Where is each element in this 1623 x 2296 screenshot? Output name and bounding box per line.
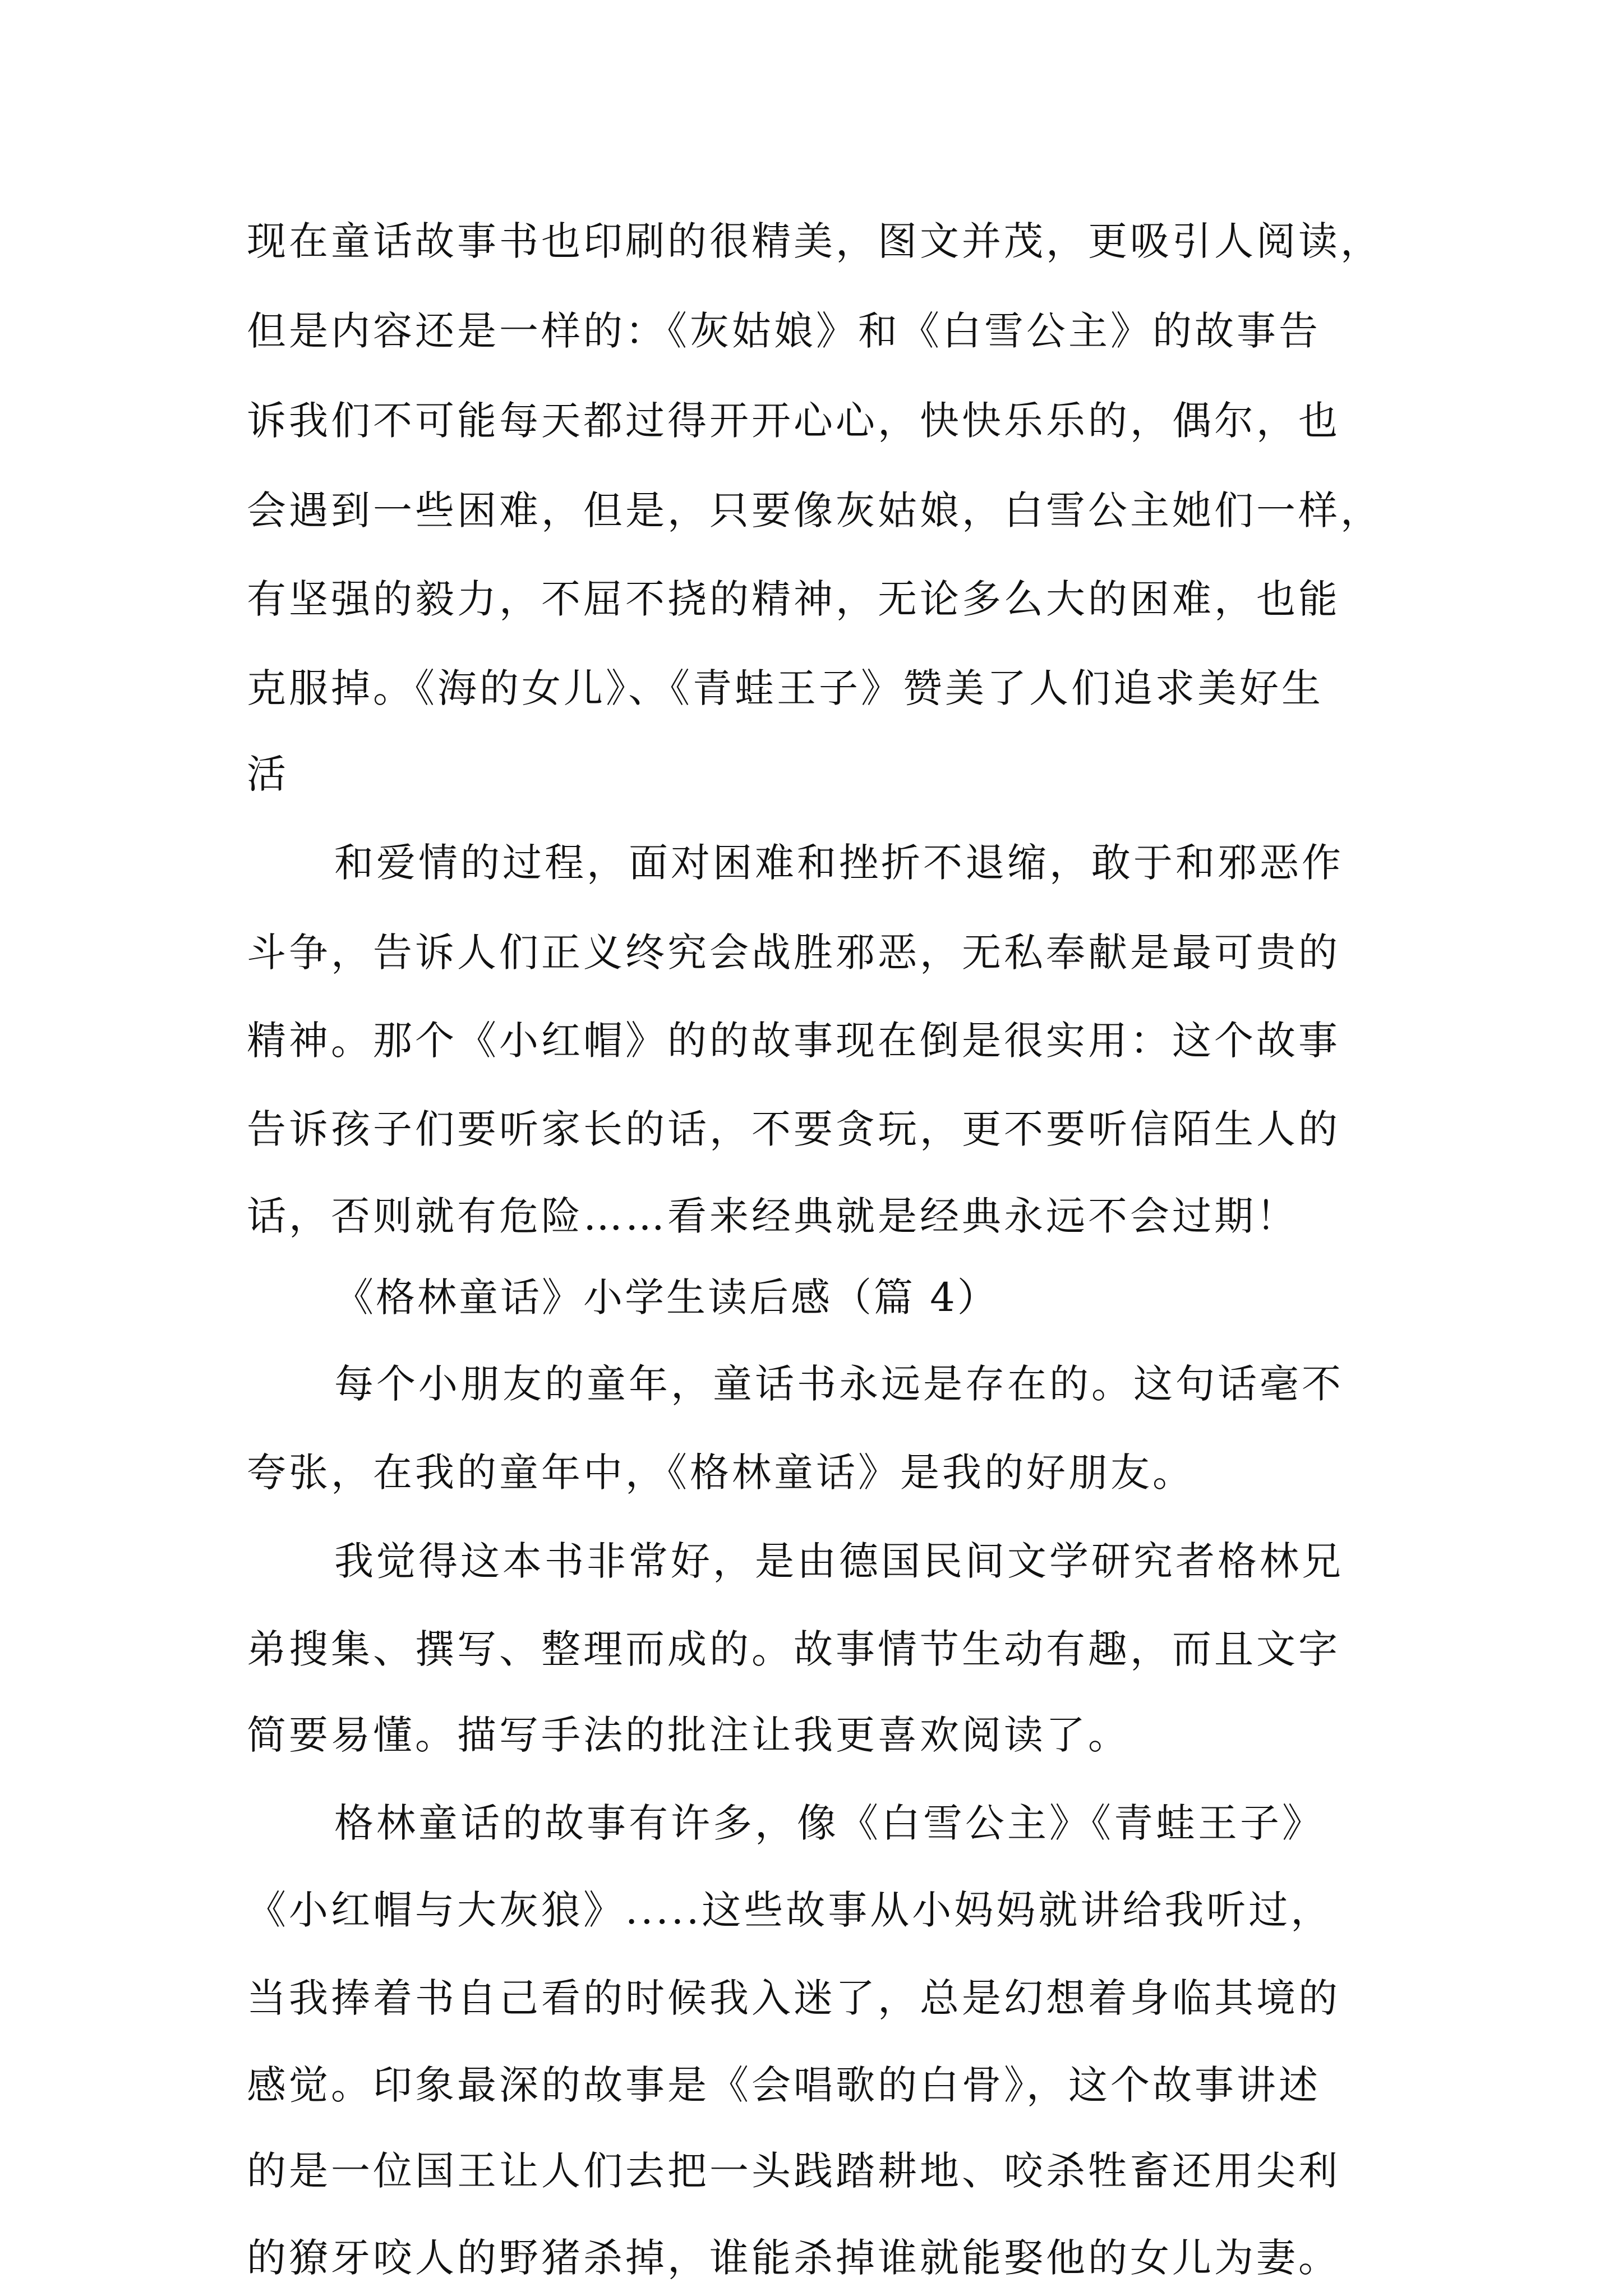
text-line: 但是内容还是一样的：《灰姑娘》和《白雪公主》的故事告	[247, 308, 1321, 354]
paragraph-start-line: 和爱情的过程，面对困难和挫折不退缩，敢于和邪恶作	[334, 840, 1344, 886]
text-line: 夸张，在我的童年中，《格林童话》是我的好朋友。	[247, 1450, 1195, 1496]
paragraph-start-line: 每个小朋友的童年，童话书永远是存在的。这句话毫不	[334, 1361, 1344, 1407]
text-line: 活	[247, 751, 289, 797]
text-line: 《小红帽与大灰狼》.....这些故事从小妈妈就讲给我听过，	[247, 1887, 1333, 1933]
text-line: 斗争，告诉人们正义终究会战胜邪恶，无私奉献是最可贵的	[247, 930, 1340, 976]
text-line: 话，否则就有危险……看来经典就是经典永远不会过期！	[247, 1193, 1298, 1239]
text-line: 的是一位国王让人们去把一头践踏耕地、咬杀牲畜还用尖利	[247, 2148, 1340, 2194]
text-line: 感觉。印象最深的故事是《会唱歌的白骨》，这个故事讲述	[247, 2062, 1321, 2108]
text-line: 诉我们不可能每天都过得开开心心，快快乐乐的，偶尔，也	[247, 398, 1340, 444]
text-line: 有坚强的毅力，不屈不挠的精神，无论多么大的困难，也能	[247, 576, 1340, 622]
text-line: 克服掉。《海的女儿》、《青蛙王子》赞美了人们追求美好生	[247, 665, 1324, 711]
text-line: 会遇到一些困难，但是，只要像灰姑娘，白雪公主她们一样，	[247, 487, 1382, 533]
paragraph-start-line: 格林童话的故事有许多，像《白雪公主》《青蛙王子》	[334, 1800, 1324, 1846]
text-line: 现在童话故事书也印刷的很精美，图文并茂，更吸引人阅读，	[247, 218, 1382, 264]
text-line: 简要易懂。描写手法的批注让我更喜欢阅读了。	[247, 1712, 1130, 1758]
text-line: 告诉孩子们要听家长的话，不要贪玩，更不要听信陌生人的	[247, 1106, 1340, 1152]
text-line: 的獠牙咬人的野猪杀掉，谁能杀掉谁就能娶他的女儿为妻。	[247, 2235, 1340, 2281]
text-line: 当我捧着书自己看的时候我入迷了，总是幻想着身临其境的	[247, 1975, 1340, 2021]
paragraph-start-line: 我觉得这本书非常好，是由德国民间文学研究者格林兄	[334, 1538, 1344, 1584]
section-heading: 《格林童话》小学生读后感（篇 4）	[334, 1274, 999, 1320]
text-line: 精神。那个《小红帽》的的故事现在倒是很实用：这个故事	[247, 1018, 1340, 1064]
text-line: 弟搜集、撰写、整理而成的。故事情节生动有趣，而且文字	[247, 1626, 1340, 1672]
